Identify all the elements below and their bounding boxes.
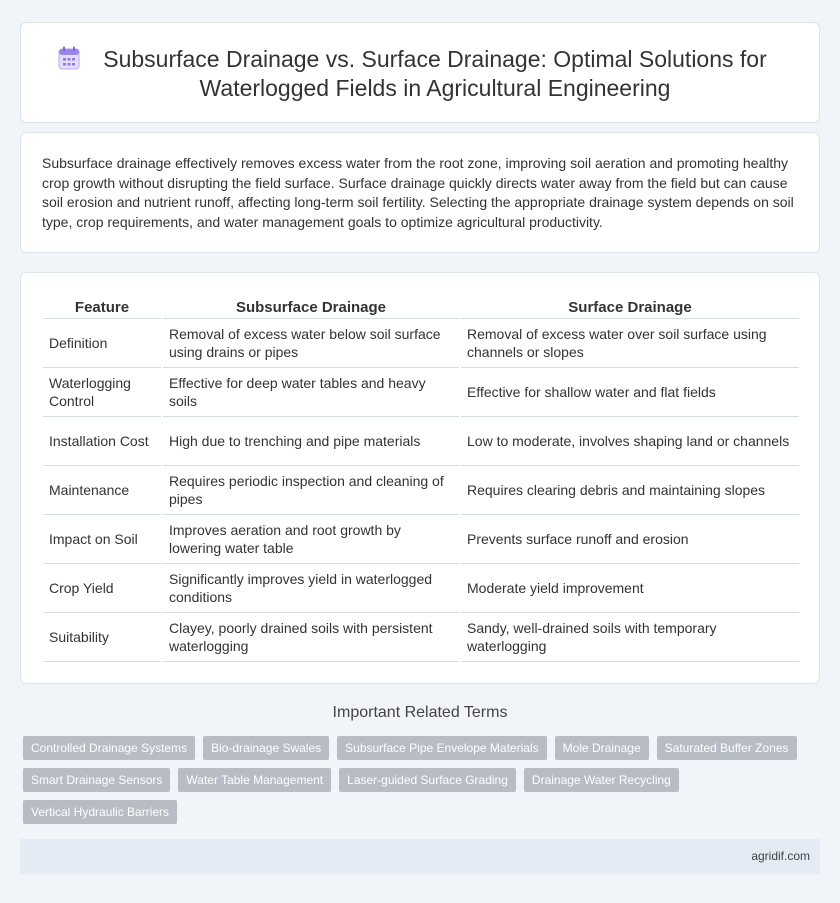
surface-cell: Low to moderate, involves shaping land or channels — [460, 417, 799, 466]
feature-cell: Installation Cost — [43, 417, 162, 466]
feature-cell: Suitability — [43, 613, 162, 662]
table-row — [43, 564, 799, 613]
table-header-row — [43, 297, 799, 319]
surface-cell: Effective for shallow water and flat fields — [460, 368, 799, 417]
subsurface-cell: Clayey, poorly drained soils with persistent waterlogging — [162, 613, 460, 662]
subsurface-cell: High due to trenching and pipe materials — [162, 417, 460, 466]
feature-cell: Definition — [43, 319, 162, 368]
table-row — [43, 368, 799, 417]
related-term-tag[interactable]: Vertical Hydraulic Barriers — [23, 800, 177, 824]
related-term-tag[interactable]: Bio-drainage Swales — [203, 736, 329, 760]
subsurface-cell: Effective for deep water tables and heavy soils — [162, 368, 460, 417]
header-surface: Surface Drainage — [460, 297, 799, 319]
table-row — [43, 319, 799, 368]
feature-cell: Waterlogging Control — [43, 368, 162, 417]
subsurface-cell: Improves aeration and root growth by lowering water table — [162, 515, 460, 564]
related-term-tag[interactable]: Laser-guided Surface Grading — [339, 768, 516, 792]
related-term-tag[interactable]: Subsurface Pipe Envelope Materials — [337, 736, 546, 760]
related-term-tag[interactable]: Water Table Management — [178, 768, 331, 792]
title-card — [20, 22, 820, 123]
subsurface-cell: Significantly improves yield in waterlogged conditions — [162, 564, 460, 613]
subsurface-cell: Removal of excess water below soil surface using drains or pipes — [162, 319, 460, 368]
surface-cell: Sandy, well-drained soils with temporary waterlogging — [460, 613, 799, 662]
comparison-card — [20, 272, 820, 684]
subsurface-cell: Requires periodic inspection and cleaning of pipes — [162, 466, 460, 515]
related-terms-title: Important Related Terms — [332, 704, 508, 721]
footer — [20, 839, 820, 874]
related-term-tag[interactable]: Mole Drainage — [555, 736, 649, 760]
header-subsurface: Subsurface Drainage — [162, 297, 460, 319]
feature-cell: Impact on Soil — [43, 515, 162, 564]
header-feature: Feature — [43, 297, 162, 319]
related-terms-list — [23, 736, 803, 824]
table-row — [43, 613, 799, 662]
surface-cell: Requires clearing debris and maintaining slopes — [460, 466, 799, 515]
related-term-tag[interactable]: Smart Drainage Sensors — [23, 768, 170, 792]
related-term-tag[interactable]: Controlled Drainage Systems — [23, 736, 195, 760]
surface-cell: Moderate yield improvement — [460, 564, 799, 613]
related-term-tag[interactable]: Drainage Water Recycling — [524, 768, 679, 792]
table-row — [43, 515, 799, 564]
intro-card — [20, 132, 820, 253]
intro-paragraph: Subsurface drainage effectively removes excess water from the root zone, improving soil aeration and promoting healthy crop growth without disrupting the field surface. Surface drainage quickly directs water away from the field but can cause soil erosion and nutrient runoff, affecting long-term soil fertility. Selecting the appropriate drainage system depends on soil type, crop requirements, and water management goals to optimize agricultural productivity. — [42, 155, 794, 230]
surface-cell: Prevents surface runoff and erosion — [460, 515, 799, 564]
feature-cell: Crop Yield — [43, 564, 162, 613]
table-row — [43, 417, 799, 466]
feature-cell: Maintenance — [43, 466, 162, 515]
table-row — [43, 466, 799, 515]
comparison-table — [43, 297, 799, 662]
page-title: Subsurface Drainage vs. Surface Drainage: Optimal Solutions for Waterlogged Fields in Agricultural Engineering — [103, 46, 767, 101]
footer-site-link[interactable]: agridif.com — [751, 849, 810, 863]
surface-cell: Removal of excess water over soil surface using channels or slopes — [460, 319, 799, 368]
related-term-tag[interactable]: Saturated Buffer Zones — [657, 736, 797, 760]
